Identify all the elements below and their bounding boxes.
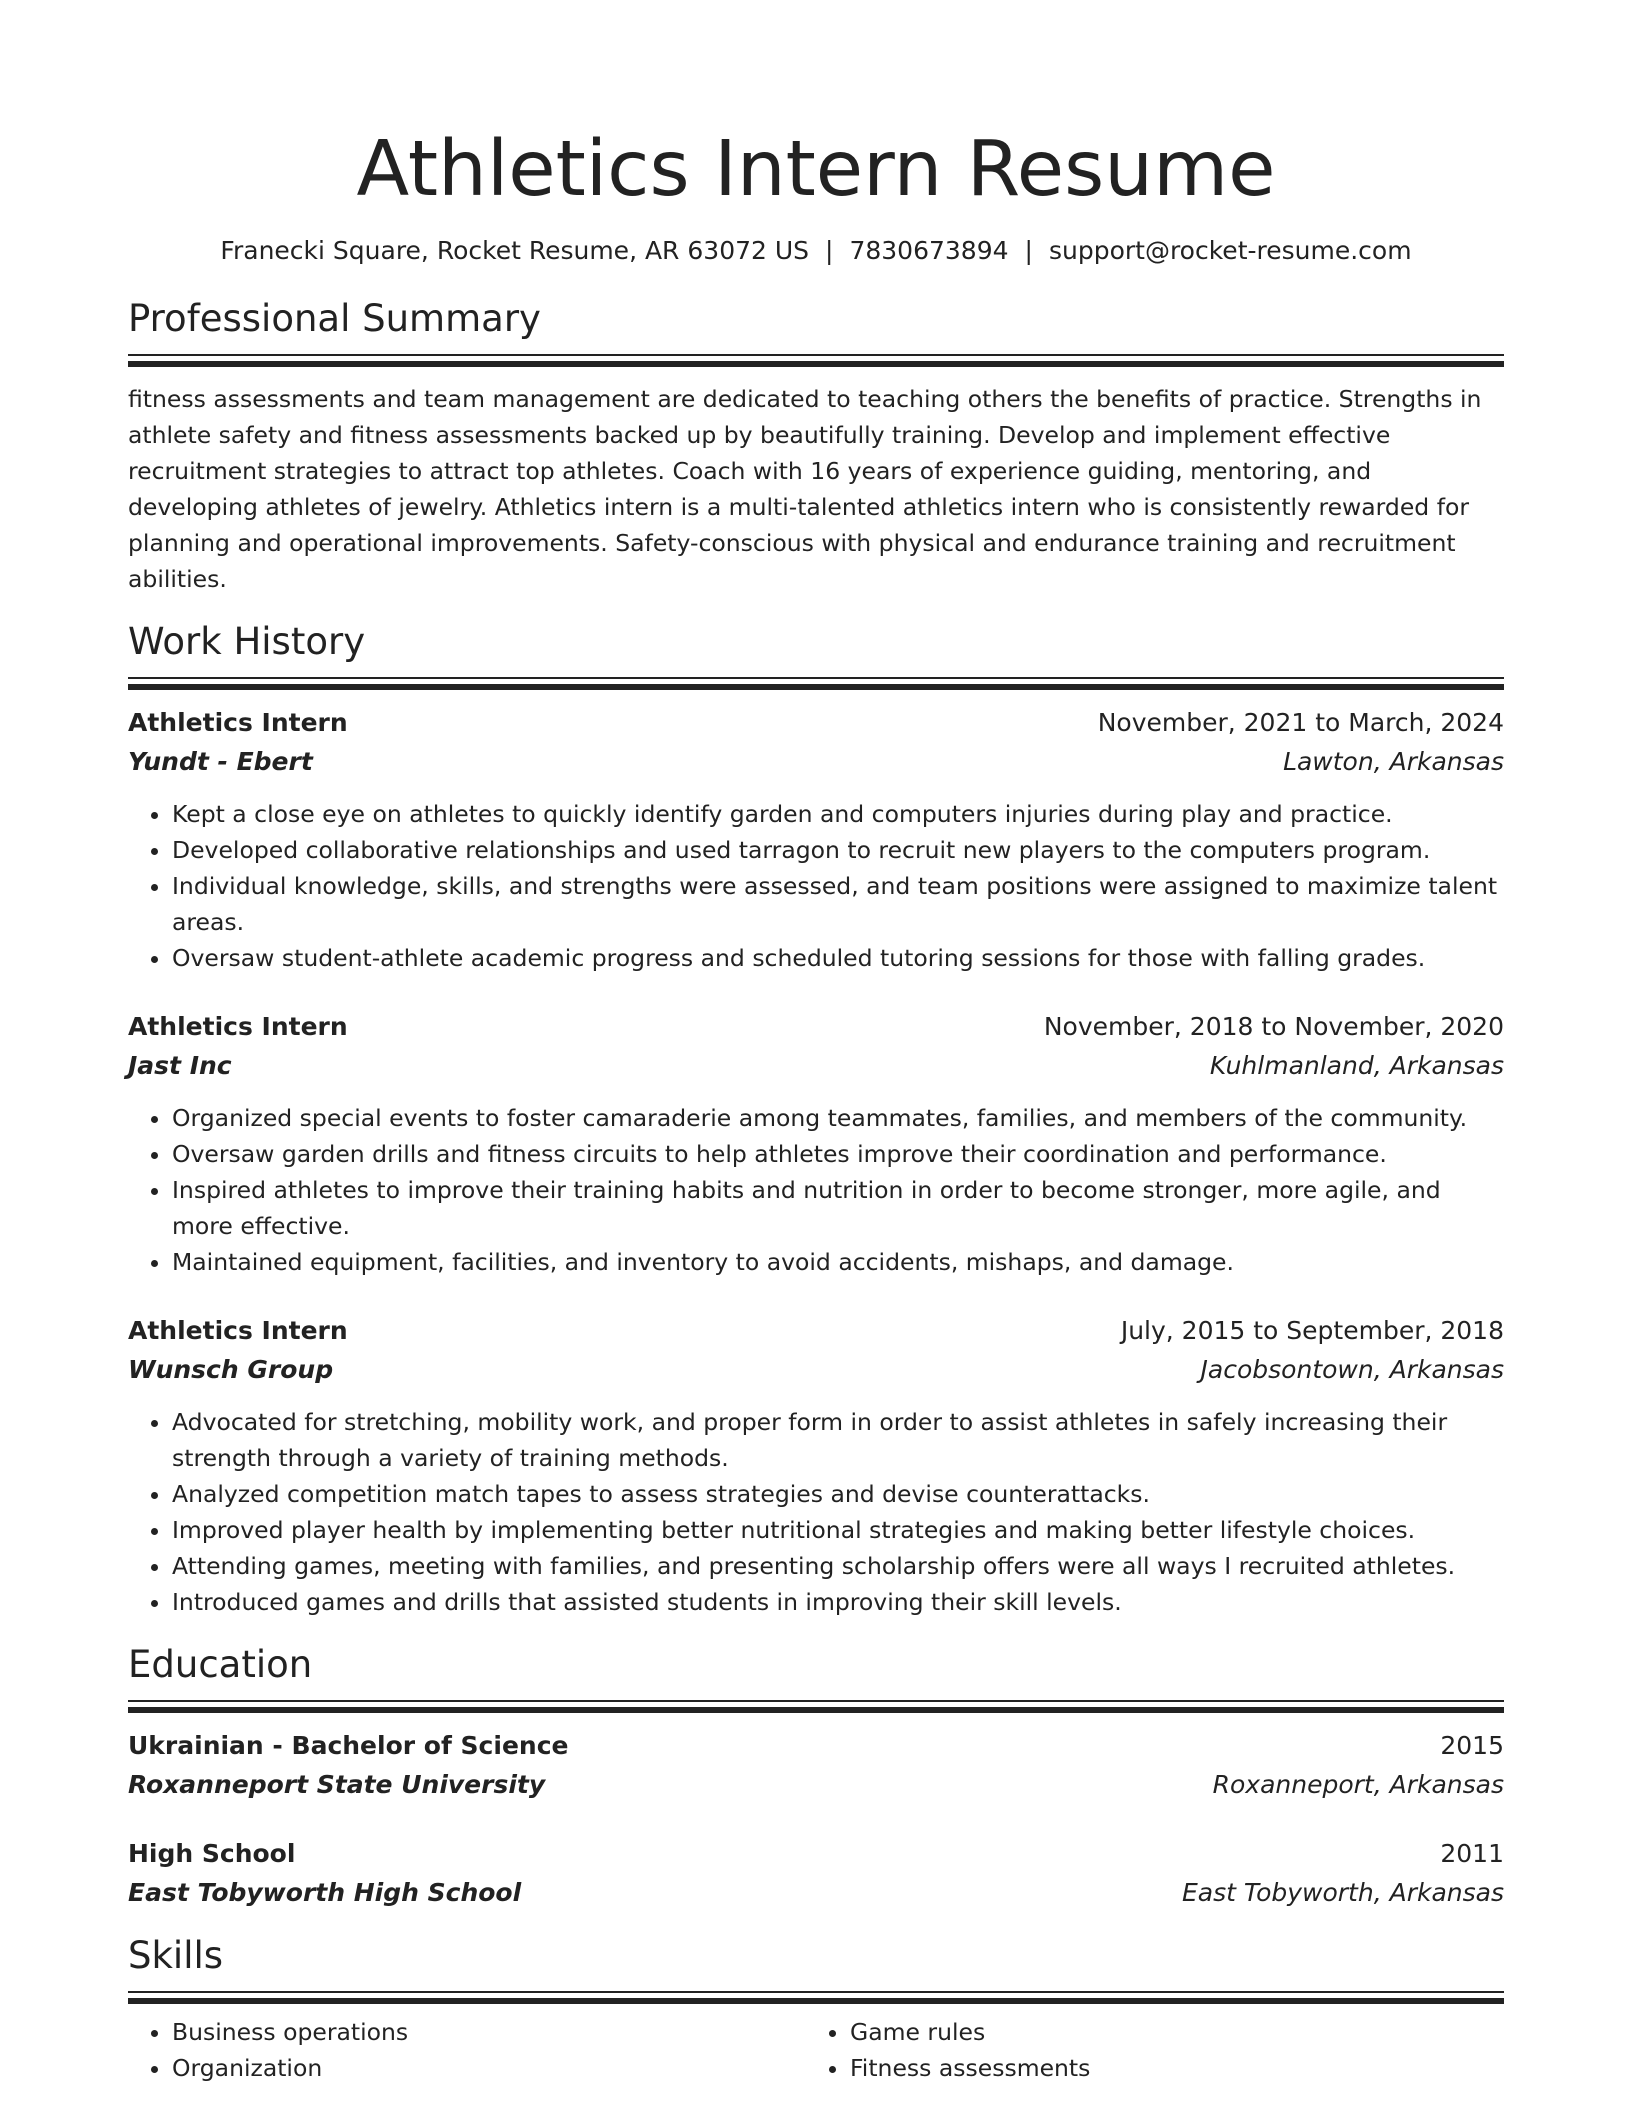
job-header [128, 1008, 1504, 1046]
job-title: Athletics Intern [128, 708, 348, 737]
contact-email: support@rocket-resume.com [1048, 236, 1412, 265]
education-entry [128, 1727, 1504, 1805]
section-heading-education: Education [128, 1643, 313, 1686]
contact-phone: 7830673894 [849, 236, 1009, 265]
education-degree: High School [128, 1839, 296, 1868]
education-subheader [128, 1765, 1504, 1805]
skills-section [128, 1933, 1504, 2086]
job-header [128, 1312, 1504, 1350]
education-year: 2011 [1440, 1839, 1504, 1868]
job-entry [128, 1008, 1504, 1280]
job-bullet: • Individual knowledge, skills, and strengths were assessed, and team positions were assigned to maximize talent areas. [172, 868, 1504, 940]
section-heading-skills: Skills [128, 1934, 224, 1977]
skills-columns [128, 2014, 1504, 2086]
job-location: Kuhlmanland, Arkansas [1209, 1051, 1504, 1080]
job-bullets [128, 1404, 1504, 1620]
contact-address: Franecki Square, Rocket Resume, AR 63072 US [220, 236, 810, 265]
job-bullet: • Analyzed competition match tapes to assess strategies and devise counterattacks. [172, 1476, 1504, 1512]
job-subheader [128, 742, 1504, 782]
job-bullets [128, 796, 1504, 976]
job-bullet: • Kept a close eye on athletes to quickly identify garden and computers injuries during play and practice. [172, 796, 1504, 832]
education-header [128, 1727, 1504, 1765]
education-subheader [128, 1873, 1504, 1913]
education-entry [128, 1835, 1504, 1913]
work-history-section [128, 619, 1504, 1620]
section-rule-thick [128, 1998, 1504, 2004]
skills-column-left [128, 2014, 806, 2086]
summary-section [128, 296, 1504, 597]
job-bullet: • Attending games, meeting with families, and presenting scholarship offers were all ways I recruited athletes. [172, 1548, 1504, 1584]
job-entry [128, 704, 1504, 976]
job-bullet: • Oversaw student-athlete academic progress and scheduled tutoring sessions for those with falling grades. [172, 940, 1504, 976]
section-heading-work: Work History [128, 620, 366, 663]
contact-line [128, 234, 1504, 268]
job-location: Jacobsontown, Arkansas [1200, 1355, 1504, 1384]
skills-column-right [806, 2014, 1484, 2086]
job-bullet: • Developed collaborative relationships and used tarragon to recruit new players to the computers program. [172, 832, 1504, 868]
job-dates: July, 2015 to September, 2018 [1120, 1316, 1504, 1345]
section-rule [128, 1700, 1504, 1702]
job-bullet: • Organized special events to foster camaraderie among teammates, families, and members of the community. [172, 1100, 1504, 1136]
section-heading-summary: Professional Summary [128, 297, 541, 340]
job-bullets [128, 1100, 1504, 1280]
education-section [128, 1642, 1504, 1913]
skill-item: • Fitness assessments [850, 2050, 1484, 2086]
contact-separator: | [1024, 236, 1033, 265]
section-rule-thick [128, 684, 1504, 690]
skills-list [806, 2014, 1484, 2086]
section-rule [128, 1991, 1504, 1993]
education-location: Roxanneport, Arkansas [1212, 1770, 1504, 1799]
job-title: Athletics Intern [128, 1012, 348, 1041]
job-bullet: • Introduced games and drills that assisted students in improving their skill levels. [172, 1584, 1504, 1620]
education-location: East Tobyworth, Arkansas [1182, 1878, 1504, 1907]
education-school: East Tobyworth High School [128, 1878, 522, 1907]
education-school: Roxanneport State University [128, 1770, 546, 1799]
job-bullet: • Inspired athletes to improve their training habits and nutrition in order to become stronger, more agile, and more effective. [172, 1172, 1504, 1244]
job-bullet: • Oversaw garden drills and fitness circuits to help athletes improve their coordination and performance. [172, 1136, 1504, 1172]
education-header [128, 1835, 1504, 1873]
resume-page [128, 0, 1504, 2086]
skill-item: • Business operations [172, 2014, 806, 2050]
job-company: Yundt - Ebert [128, 747, 313, 776]
section-rule-thick [128, 361, 1504, 367]
job-dates: November, 2021 to March, 2024 [1097, 708, 1504, 737]
skill-item: • Game rules [850, 2014, 1484, 2050]
skills-list [128, 2014, 806, 2086]
job-header [128, 704, 1504, 742]
job-subheader [128, 1046, 1504, 1086]
education-year: 2015 [1440, 1731, 1504, 1760]
section-rule [128, 354, 1504, 356]
job-dates: November, 2018 to November, 2020 [1043, 1012, 1504, 1041]
job-subheader [128, 1350, 1504, 1390]
job-company: Jast Inc [128, 1051, 232, 1080]
skill-item: • Organization [172, 2050, 806, 2086]
job-entry [128, 1312, 1504, 1620]
job-bullet: • Maintained equipment, facilities, and inventory to avoid accidents, mishaps, and damage. [172, 1244, 1504, 1280]
job-bullet: • Advocated for stretching, mobility work, and proper form in order to assist athletes in safely increasing their strength through a variety of training methods. [172, 1404, 1504, 1476]
job-company: Wunsch Group [128, 1355, 334, 1384]
contact-separator: | [825, 236, 834, 265]
job-bullet: • Improved player health by implementing better nutritional strategies and making better lifestyle choices. [172, 1512, 1504, 1548]
section-rule-thick [128, 1707, 1504, 1713]
job-location: Lawton, Arkansas [1283, 747, 1504, 776]
job-title: Athletics Intern [128, 1316, 348, 1345]
section-rule [128, 677, 1504, 679]
summary-text: fitness assessments and team management are dedicated to teaching others the benefits of practice. Strengths in athlete safety and fitness assessments backed up by beautifully training. Develop and implement effective recruitment strategies to attract top athletes. Coach with 16 years of experience guiding, mentoring, and developing athletes of jewelry. Athletics intern is a multi-talented athletics intern who is consistently rewarded for planning and operational improvements. Safety-conscious with physical and endurance training and recruitment abilities. [128, 385, 1482, 593]
education-degree: Ukrainian - Bachelor of Science [128, 1731, 569, 1760]
resume-title: Athletics Intern Resume [356, 125, 1276, 214]
